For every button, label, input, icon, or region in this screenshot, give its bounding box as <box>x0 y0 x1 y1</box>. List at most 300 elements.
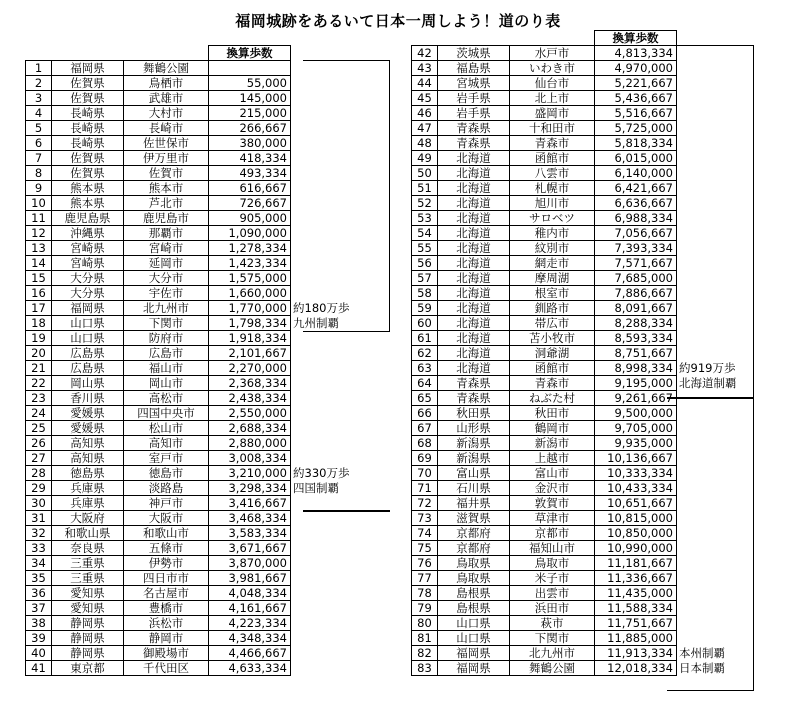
milestone-note <box>291 631 377 646</box>
milestone-note <box>677 601 763 616</box>
steps-cell: 9,935,000 <box>595 436 677 451</box>
table-row <box>26 406 377 421</box>
table-row <box>412 586 763 601</box>
city-cell: 防府市 <box>124 331 209 346</box>
city-cell: 富山市 <box>510 466 595 481</box>
city-cell: 米子市 <box>510 571 595 586</box>
prefecture-cell: 高知県 <box>52 451 124 466</box>
table-row <box>412 361 763 376</box>
row-number: 6 <box>26 136 52 151</box>
table-row <box>412 481 763 496</box>
table-row <box>26 91 377 106</box>
row-number: 17 <box>26 301 52 316</box>
city-cell: 盛岡市 <box>510 106 595 121</box>
city-cell: 下関市 <box>510 631 595 646</box>
milestone-note <box>677 406 763 421</box>
city-cell: 伊勢市 <box>124 556 209 571</box>
table-row <box>26 346 377 361</box>
milestone-note <box>291 256 377 271</box>
prefecture-cell: 長崎県 <box>52 121 124 136</box>
table-row <box>26 616 377 631</box>
table-row <box>412 61 763 76</box>
prefecture-cell: 熊本県 <box>52 181 124 196</box>
table-row <box>26 376 377 391</box>
prefecture-cell: 山口県 <box>52 331 124 346</box>
steps-cell: 2,688,334 <box>209 421 291 436</box>
milestone-note <box>291 526 377 541</box>
steps-cell: 266,667 <box>209 121 291 136</box>
milestone-note <box>291 286 377 301</box>
prefecture-cell: 岩手県 <box>438 106 510 121</box>
city-cell: 豊橋市 <box>124 601 209 616</box>
city-cell: 紋別市 <box>510 241 595 256</box>
milestone-note <box>291 451 377 466</box>
table-row <box>412 286 763 301</box>
city-cell: 宇佐市 <box>124 286 209 301</box>
city-cell: 福山市 <box>124 361 209 376</box>
row-number: 13 <box>26 241 52 256</box>
table-row <box>26 661 377 676</box>
city-cell: 網走市 <box>510 256 595 271</box>
steps-cell: 1,090,000 <box>209 226 291 241</box>
table-row <box>26 436 377 451</box>
row-number: 81 <box>412 631 438 646</box>
page-title: 福岡城跡をあるいて日本一周しよう！道のり表 <box>235 12 561 30</box>
milestone-note <box>677 226 763 241</box>
steps-cell: 3,671,667 <box>209 541 291 556</box>
row-number: 7 <box>26 151 52 166</box>
prefecture-cell: 青森県 <box>438 121 510 136</box>
city-cell: 鹿児島市 <box>124 211 209 226</box>
milestone-note <box>677 76 763 91</box>
steps-cell: 3,008,334 <box>209 451 291 466</box>
steps-cell: 3,416,667 <box>209 496 291 511</box>
prefecture-cell: 福井県 <box>438 496 510 511</box>
milestone-note <box>677 151 763 166</box>
table-row <box>26 586 377 601</box>
row-number: 64 <box>412 376 438 391</box>
city-cell: 高知市 <box>124 436 209 451</box>
city-cell: 徳島市 <box>124 466 209 481</box>
row-number: 3 <box>26 91 52 106</box>
milestone-note <box>677 256 763 271</box>
prefecture-cell: 北海道 <box>438 286 510 301</box>
milestone-note <box>291 601 377 616</box>
prefecture-cell: 静岡県 <box>52 616 124 631</box>
city-cell: 洞爺湖 <box>510 346 595 361</box>
city-cell: 金沢市 <box>510 481 595 496</box>
milestone-note <box>291 61 377 76</box>
city-cell: 北上市 <box>510 91 595 106</box>
steps-cell: 4,161,667 <box>209 601 291 616</box>
prefecture-cell: 北海道 <box>438 211 510 226</box>
prefecture-cell: 新潟県 <box>438 451 510 466</box>
prefecture-cell: 愛媛県 <box>52 406 124 421</box>
prefecture-cell: 愛知県 <box>52 601 124 616</box>
milestone-note <box>677 631 763 646</box>
table-row <box>26 541 377 556</box>
prefecture-cell: 北海道 <box>438 181 510 196</box>
steps-cell: 9,500,000 <box>595 406 677 421</box>
milestone-note <box>677 91 763 106</box>
city-cell: 四日市市 <box>124 571 209 586</box>
city-cell: 青森市 <box>510 376 595 391</box>
table-row <box>412 466 763 481</box>
steps-cell: 11,336,667 <box>595 571 677 586</box>
steps-cell <box>209 61 291 76</box>
steps-cell: 7,571,667 <box>595 256 677 271</box>
row-number: 66 <box>412 406 438 421</box>
city-cell: 四国中央市 <box>124 406 209 421</box>
steps-cell: 7,393,334 <box>595 241 677 256</box>
row-number: 52 <box>412 196 438 211</box>
row-number: 61 <box>412 331 438 346</box>
milestone-note <box>291 241 377 256</box>
milestone-note <box>677 346 763 361</box>
table-row <box>412 406 763 421</box>
row-number: 2 <box>26 76 52 91</box>
row-number: 26 <box>26 436 52 451</box>
milestone-note <box>677 466 763 481</box>
table-row <box>412 346 763 361</box>
table-row <box>26 601 377 616</box>
steps-cell: 11,181,667 <box>595 556 677 571</box>
prefecture-cell: 北海道 <box>438 346 510 361</box>
milestone-note <box>291 331 377 346</box>
prefecture-cell: 滋賀県 <box>438 511 510 526</box>
milestone-note <box>677 511 763 526</box>
milestone-note <box>677 136 763 151</box>
milestone-note <box>677 316 763 331</box>
row-number: 33 <box>26 541 52 556</box>
row-number: 67 <box>412 421 438 436</box>
city-cell: 草津市 <box>510 511 595 526</box>
steps-cell: 215,000 <box>209 106 291 121</box>
steps-cell: 10,433,334 <box>595 481 677 496</box>
milestone-note <box>677 301 763 316</box>
milestone-note <box>291 541 377 556</box>
prefecture-cell: 静岡県 <box>52 646 124 661</box>
row-number: 38 <box>26 616 52 631</box>
prefecture-cell: 秋田県 <box>438 406 510 421</box>
steps-cell: 3,583,334 <box>209 526 291 541</box>
row-number: 68 <box>412 436 438 451</box>
city-cell: 苫小牧市 <box>510 331 595 346</box>
row-number: 42 <box>412 46 438 61</box>
table-row <box>26 646 377 661</box>
table-row <box>26 136 377 151</box>
prefecture-cell: 香川県 <box>52 391 124 406</box>
city-cell: 上越市 <box>510 451 595 466</box>
prefecture-cell: 沖縄県 <box>52 226 124 241</box>
prefecture-cell: 京都府 <box>438 541 510 556</box>
row-number: 70 <box>412 466 438 481</box>
milestone-note <box>677 541 763 556</box>
table-row <box>26 571 377 586</box>
steps-cell: 1,423,334 <box>209 256 291 271</box>
row-number: 78 <box>412 586 438 601</box>
city-cell: 新潟市 <box>510 436 595 451</box>
row-number: 35 <box>26 571 52 586</box>
row-number: 15 <box>26 271 52 286</box>
steps-cell: 5,818,334 <box>595 136 677 151</box>
city-cell: 広島市 <box>124 346 209 361</box>
row-number: 48 <box>412 136 438 151</box>
milestone-note <box>677 586 763 601</box>
prefecture-cell: 愛知県 <box>52 586 124 601</box>
row-number: 77 <box>412 571 438 586</box>
milestone-note <box>677 391 763 406</box>
milestone-note <box>677 451 763 466</box>
steps-cell: 11,588,334 <box>595 601 677 616</box>
row-number: 54 <box>412 226 438 241</box>
table-row <box>26 361 377 376</box>
steps-cell: 3,870,000 <box>209 556 291 571</box>
prefecture-cell: 北海道 <box>438 256 510 271</box>
milestone-note <box>291 196 377 211</box>
city-cell: 十和田市 <box>510 121 595 136</box>
milestone-note <box>677 286 763 301</box>
steps-cell: 2,368,334 <box>209 376 291 391</box>
row-number: 59 <box>412 301 438 316</box>
steps-cell: 8,091,667 <box>595 301 677 316</box>
row-number: 75 <box>412 541 438 556</box>
milestone-note <box>291 421 377 436</box>
prefecture-cell: 青森県 <box>438 391 510 406</box>
milestone-note <box>291 571 377 586</box>
steps-cell: 2,880,000 <box>209 436 291 451</box>
table-row <box>412 616 763 631</box>
table-row <box>412 571 763 586</box>
row-number: 10 <box>26 196 52 211</box>
city-cell: 函館市 <box>510 151 595 166</box>
row-number: 73 <box>412 511 438 526</box>
city-cell: サロベツ <box>510 211 595 226</box>
steps-cell: 55,000 <box>209 76 291 91</box>
milestone-note <box>677 421 763 436</box>
prefecture-cell: 宮崎県 <box>52 256 124 271</box>
row-number: 14 <box>26 256 52 271</box>
table-row <box>26 466 377 481</box>
prefecture-cell: 大分県 <box>52 271 124 286</box>
row-number: 21 <box>26 361 52 376</box>
milestone-note <box>677 616 763 631</box>
row-number: 20 <box>26 346 52 361</box>
steps-cell: 9,705,000 <box>595 421 677 436</box>
steps-cell: 4,348,334 <box>209 631 291 646</box>
milestone-note <box>677 121 763 136</box>
row-number: 31 <box>26 511 52 526</box>
row-number: 46 <box>412 106 438 121</box>
prefecture-cell: 北海道 <box>438 361 510 376</box>
row-number: 63 <box>412 361 438 376</box>
milestone-note <box>291 436 377 451</box>
table-row <box>412 526 763 541</box>
milestone-note <box>677 496 763 511</box>
row-number: 74 <box>412 526 438 541</box>
table-row <box>412 541 763 556</box>
row-number: 65 <box>412 391 438 406</box>
row-number: 45 <box>412 91 438 106</box>
steps-cell: 3,210,000 <box>209 466 291 481</box>
city-cell: 八雲市 <box>510 166 595 181</box>
city-cell: 室戸市 <box>124 451 209 466</box>
prefecture-cell: 山口県 <box>52 316 124 331</box>
prefecture-cell: 福岡県 <box>52 301 124 316</box>
prefecture-cell: 広島県 <box>52 346 124 361</box>
city-cell: 帯広市 <box>510 316 595 331</box>
table-row <box>26 301 377 316</box>
steps-cell: 3,298,334 <box>209 481 291 496</box>
city-cell: 北九州市 <box>124 301 209 316</box>
steps-cell: 8,288,334 <box>595 316 677 331</box>
prefecture-cell: 三重県 <box>52 571 124 586</box>
milestone-note <box>291 586 377 601</box>
milestone-note <box>677 241 763 256</box>
milestone-note: 四国制覇 <box>293 480 339 495</box>
table-row <box>412 646 763 661</box>
table-row <box>26 556 377 571</box>
row-number: 79 <box>412 601 438 616</box>
table-row <box>412 91 763 106</box>
milestone-note <box>291 136 377 151</box>
prefecture-cell: 鹿児島県 <box>52 211 124 226</box>
steps-cell: 4,466,667 <box>209 646 291 661</box>
table-row <box>412 376 763 391</box>
table-row <box>412 151 763 166</box>
steps-cell: 6,636,667 <box>595 196 677 211</box>
milestone-note <box>677 556 763 571</box>
table-row <box>26 496 377 511</box>
table-row <box>412 196 763 211</box>
steps-cell: 1,660,000 <box>209 286 291 301</box>
table-row <box>26 526 377 541</box>
city-cell: 熊本市 <box>124 181 209 196</box>
row-number: 19 <box>26 331 52 346</box>
row-number: 12 <box>26 226 52 241</box>
steps-cell: 7,886,667 <box>595 286 677 301</box>
steps-cell: 1,278,334 <box>209 241 291 256</box>
prefecture-cell: 兵庫県 <box>52 496 124 511</box>
table-row <box>412 106 763 121</box>
prefecture-cell: 佐賀県 <box>52 91 124 106</box>
milestone-note <box>291 76 377 91</box>
prefecture-cell: 鳥取県 <box>438 571 510 586</box>
table-header-row <box>26 46 377 61</box>
city-cell: 秋田市 <box>510 406 595 421</box>
row-number: 80 <box>412 616 438 631</box>
prefecture-cell: 佐賀県 <box>52 76 124 91</box>
prefecture-cell: 兵庫県 <box>52 481 124 496</box>
milestone-note <box>291 376 377 391</box>
city-cell: 鳥栖市 <box>124 76 209 91</box>
steps-cell: 4,223,334 <box>209 616 291 631</box>
table-row <box>412 181 763 196</box>
city-cell: 鶴岡市 <box>510 421 595 436</box>
steps-header: 換算歩数 <box>209 46 291 61</box>
city-cell: 青森市 <box>510 136 595 151</box>
steps-cell: 11,885,000 <box>595 631 677 646</box>
city-cell: 芦北市 <box>124 196 209 211</box>
prefecture-cell: 北海道 <box>438 196 510 211</box>
city-cell: ねぶた村 <box>510 391 595 406</box>
row-number: 30 <box>26 496 52 511</box>
table-row <box>26 286 377 301</box>
table-row <box>412 451 763 466</box>
prefecture-cell: 広島県 <box>52 361 124 376</box>
steps-cell: 7,685,000 <box>595 271 677 286</box>
table-row <box>26 451 377 466</box>
prefecture-cell: 茨城県 <box>438 46 510 61</box>
prefecture-cell: 大阪府 <box>52 511 124 526</box>
prefecture-cell: 福岡県 <box>438 661 510 676</box>
table-row <box>412 496 763 511</box>
prefecture-cell: 和歌山県 <box>52 526 124 541</box>
city-cell: 大村市 <box>124 106 209 121</box>
prefecture-cell: 北海道 <box>438 316 510 331</box>
table-row <box>412 136 763 151</box>
row-number: 8 <box>26 166 52 181</box>
city-cell: 伊万里市 <box>124 151 209 166</box>
table-row <box>412 511 763 526</box>
table-row <box>412 661 763 676</box>
prefecture-cell: 島根県 <box>438 586 510 601</box>
steps-cell: 9,195,000 <box>595 376 677 391</box>
table-row <box>26 271 377 286</box>
row-number: 32 <box>26 526 52 541</box>
prefecture-cell: 富山県 <box>438 466 510 481</box>
milestone-note <box>291 226 377 241</box>
steps-cell: 9,261,667 <box>595 391 677 406</box>
steps-cell: 1,770,000 <box>209 301 291 316</box>
row-number: 34 <box>26 556 52 571</box>
city-cell: 札幌市 <box>510 181 595 196</box>
city-cell: 延岡市 <box>124 256 209 271</box>
milestone-note <box>677 331 763 346</box>
steps-cell: 10,136,667 <box>595 451 677 466</box>
prefecture-cell: 山口県 <box>438 616 510 631</box>
milestone-note <box>291 646 377 661</box>
prefecture-cell: 北海道 <box>438 301 510 316</box>
prefecture-cell: 福島県 <box>438 61 510 76</box>
steps-cell: 616,667 <box>209 181 291 196</box>
row-number: 1 <box>26 61 52 76</box>
prefecture-cell: 北海道 <box>438 166 510 181</box>
prefecture-cell: 熊本県 <box>52 196 124 211</box>
row-number: 18 <box>26 316 52 331</box>
table-row <box>412 226 763 241</box>
city-cell: 浜松市 <box>124 616 209 631</box>
milestone-note: 本州制覇 <box>679 645 725 660</box>
milestone-note: 約330万歩 <box>293 465 350 480</box>
city-cell: 京都市 <box>510 526 595 541</box>
prefecture-cell: 宮崎県 <box>52 241 124 256</box>
prefecture-cell: 島根県 <box>438 601 510 616</box>
milestone-note <box>677 46 763 61</box>
steps-cell: 2,550,000 <box>209 406 291 421</box>
milestone-note <box>291 346 377 361</box>
table-row <box>26 511 377 526</box>
milestone-note <box>677 211 763 226</box>
table-row <box>26 211 377 226</box>
milestone-note <box>291 661 377 676</box>
prefecture-cell: 東京都 <box>52 661 124 676</box>
table-row <box>26 196 377 211</box>
row-number: 9 <box>26 181 52 196</box>
steps-cell: 12,018,334 <box>595 661 677 676</box>
row-number: 5 <box>26 121 52 136</box>
prefecture-cell: 三重県 <box>52 556 124 571</box>
